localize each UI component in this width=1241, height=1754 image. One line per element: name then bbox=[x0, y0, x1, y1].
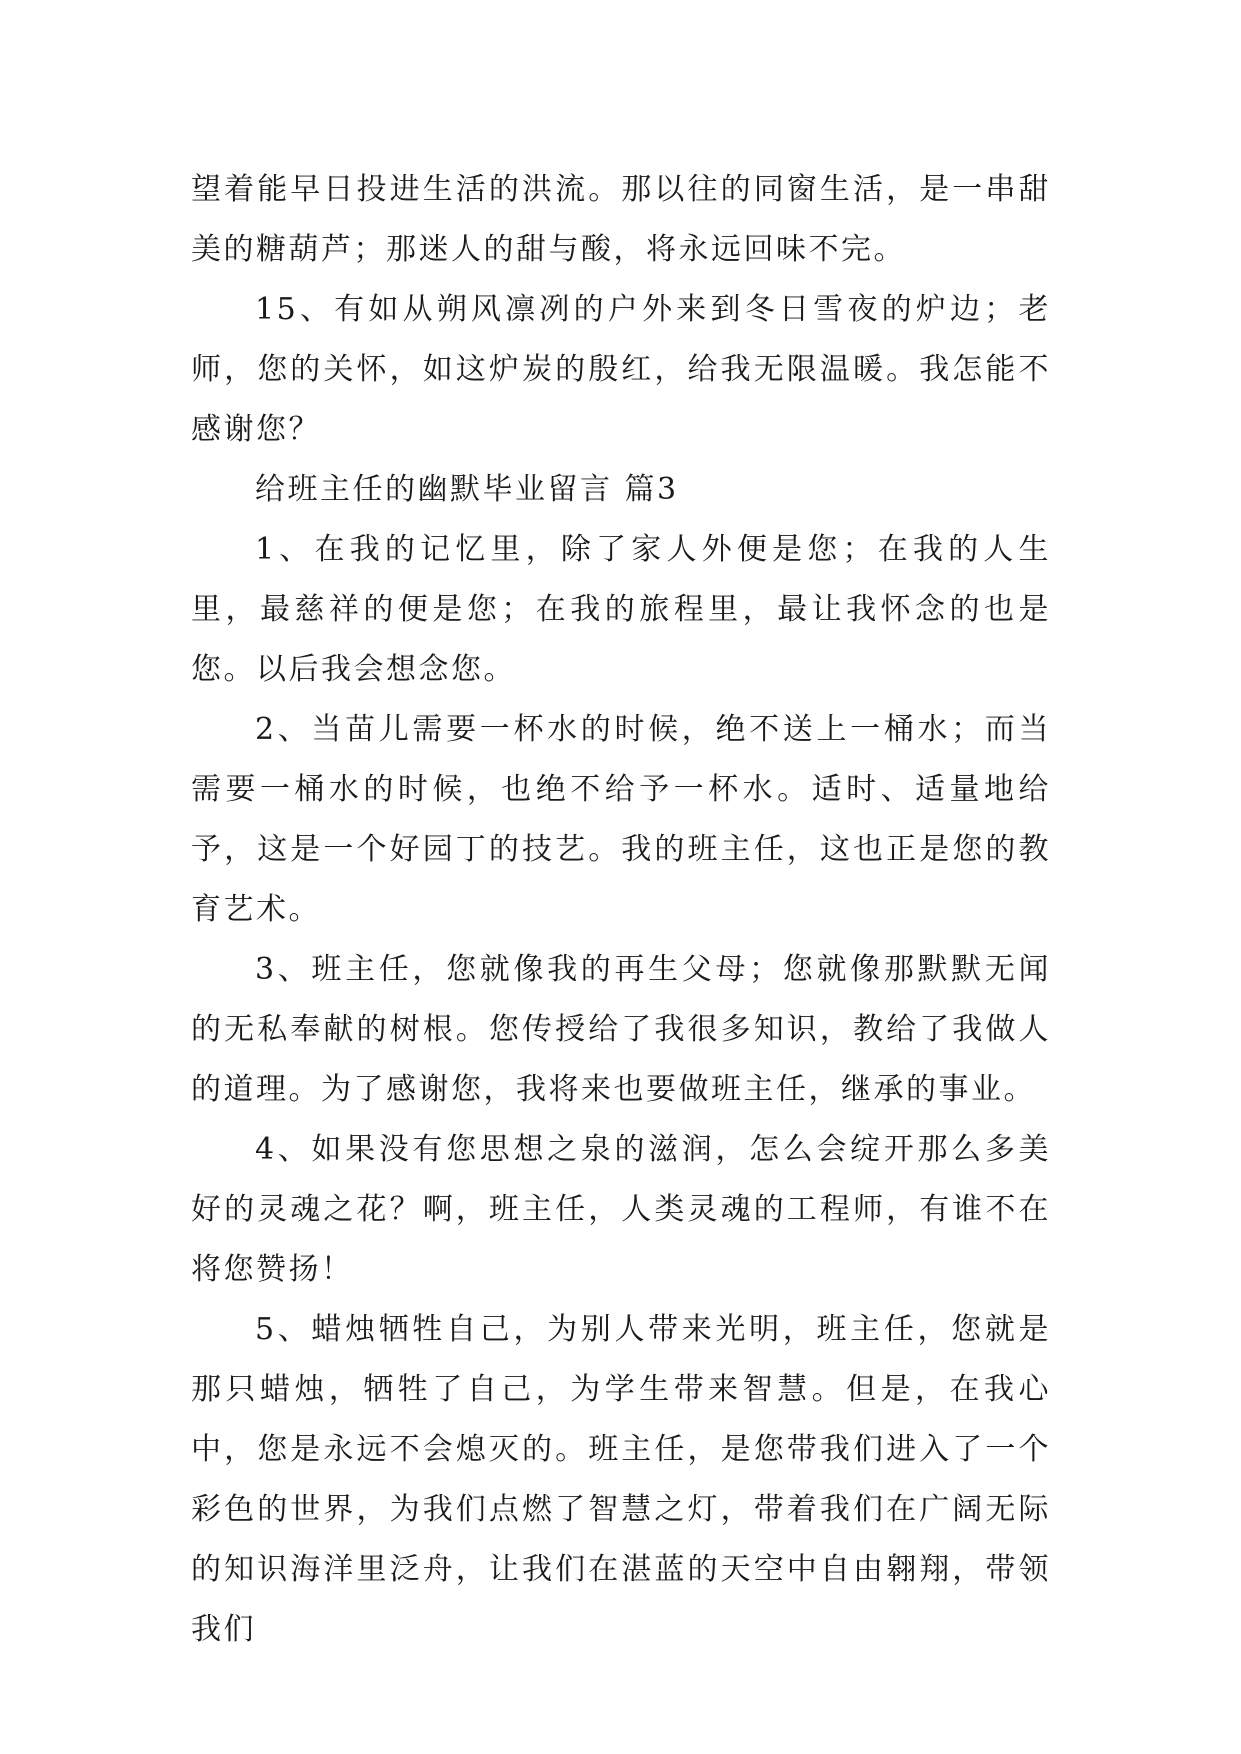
paragraph-item-4: 4、如果没有您思想之泉的滋润，怎么会绽开那么多美好的灵魂之花？啊，班主任，人类灵魂的工程师，有谁不在将您赞扬！ bbox=[191, 1132, 1051, 1287]
section-heading: 给班主任的幽默毕业留言 篇3 bbox=[255, 472, 679, 507]
paragraph-item-5: 5、蜡烛牺牲自己，为别人带来光明，班主任，您就是那只蜡烛，牺牲了自己，为学生带来智慧。但是，在我心中，您是永远不会熄灭的。班主任，是您带我们进入了一个彩色的世界，为我们点燃了智慧之灯，带着我们在广阔无际的知识海洋里泛舟，让我们在湛蓝的天空中自由翱翔，带领我们 bbox=[191, 1312, 1051, 1647]
paragraph-continued: 望着能早日投进生活的洪流。那以往的同窗生活，是一串甜美的糖葫芦；那迷人的甜与酸，将永远回味不完。 bbox=[191, 172, 1051, 267]
paragraph-item-2: 2、当苗儿需要一杯水的时候，绝不送上一桶水；而当需要一桶水的时候，也绝不给予一杯水。适时、适量地给予，这是一个好园丁的技艺。我的班主任，这也正是您的教育艺术。 bbox=[191, 712, 1051, 927]
paragraph-item-3: 3、班主任，您就像我的再生父母；您就像那默默无闻的无私奉献的树根。您传授给了我很多知识，教给了我做人的道理。为了感谢您，我将来也要做班主任，继承的事业。 bbox=[191, 952, 1051, 1107]
paragraph-item-1: 1、在我的记忆里，除了家人外便是您；在我的人生里，最慈祥的便是您；在我的旅程里，最让我怀念的也是您。以后我会想念您。 bbox=[191, 532, 1051, 687]
document-body bbox=[191, 160, 1051, 1660]
paragraph-item-15: 15、有如从朔风凛冽的户外来到冬日雪夜的炉边；老师，您的关怀，如这炉炭的殷红，给我无限温暖。我怎能不感谢您？ bbox=[191, 292, 1051, 447]
